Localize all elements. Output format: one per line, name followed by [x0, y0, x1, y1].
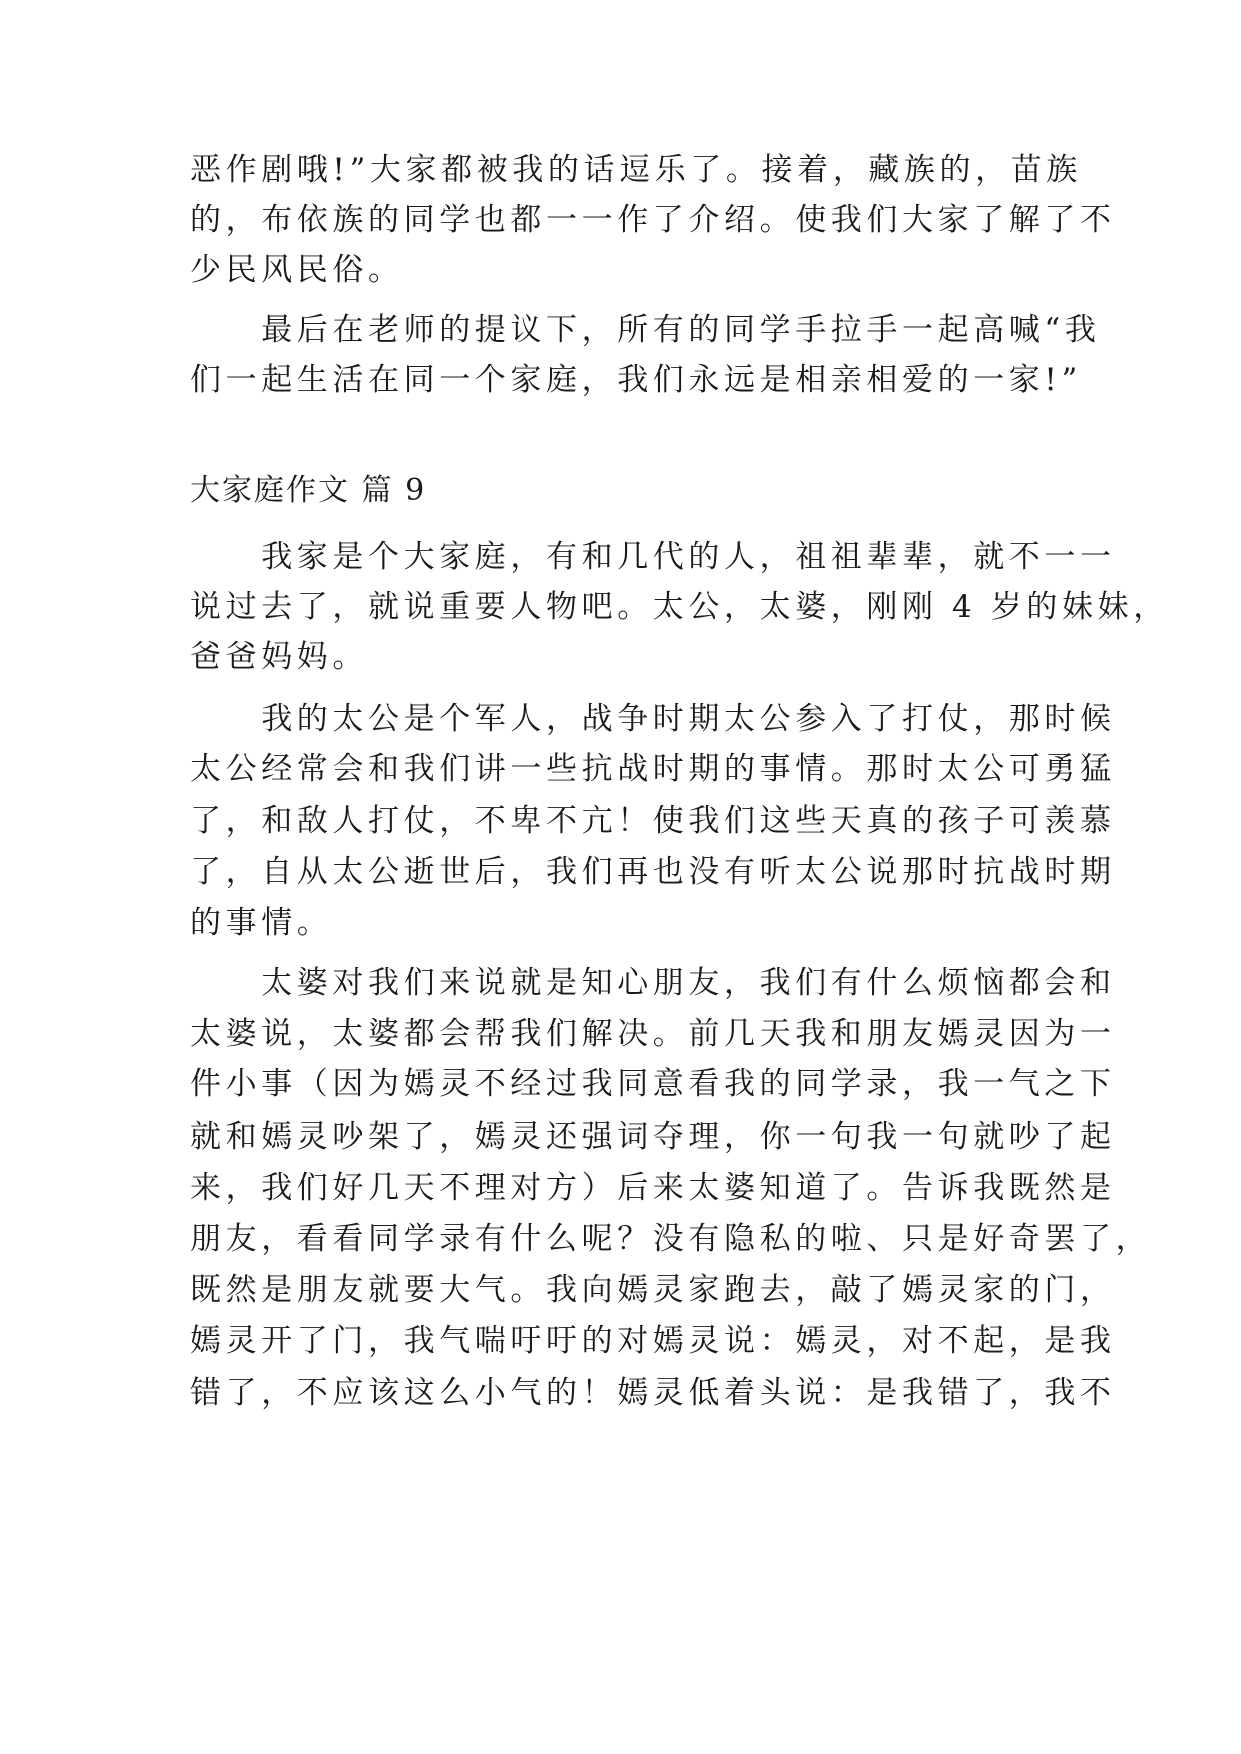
- text-line: 爸爸妈妈。: [190, 639, 368, 675]
- text-line: 来，我们好几天不理对方）后来太婆知道了。告诉我既然是: [190, 1170, 1116, 1206]
- text-line: 件小事（因为嫣灵不经过我同意看我的同学录，我一气之下: [190, 1066, 1116, 1102]
- text-line: 既然是朋友就要大气。我向嫣灵家跑去，敲了嫣灵家的门，: [190, 1272, 1116, 1308]
- text-line: 少民风民俗。: [190, 252, 404, 288]
- text-line: 了，和敌人打仗，不卑不亢！使我们这些天真的孩子可羡慕: [190, 803, 1116, 839]
- text-line: 我家是个大家庭，有和几代的人，祖祖辈辈，就不一一: [190, 539, 1116, 575]
- text-line: 太婆说，太婆都会帮我们解决。前几天我和朋友嫣灵因为一: [190, 1016, 1116, 1052]
- text-line: 说过去了，就说重要人物吧。太公，太婆，刚刚 4 岁的妹妹，: [190, 589, 1169, 625]
- text-line: 错了，不应该这么小气的！嫣灵低着头说：是我错了，我不: [190, 1375, 1116, 1411]
- text-line: 了，自从太公逝世后，我们再也没有听太公说那时抗战时期: [190, 854, 1116, 890]
- text-line: 最后在老师的提议下，所有的同学手拉手一起高喊“我: [190, 312, 1101, 348]
- text-line: 朋友，看看同学录有什么呢？没有隐私的啦、只是好奇罢了，: [190, 1221, 1152, 1257]
- text-line: 的，布依族的同学也都一一作了介绍。使我们大家了解了不: [190, 202, 1116, 238]
- section-title: 大家庭作文 篇 9: [190, 473, 427, 508]
- text-line: 就和嫣灵吵架了，嫣灵还强词夺理，你一句我一句就吵了起: [190, 1119, 1116, 1155]
- text-line: 嫣灵开了门，我气喘吁吁的对嫣灵说：嫣灵，对不起，是我: [190, 1323, 1116, 1359]
- text-line: 太婆对我们来说就是知心朋友，我们有什么烦恼都会和: [190, 965, 1116, 1001]
- text-line: 们一起生活在同一个家庭，我们永远是相亲相爱的一家!”: [190, 362, 1082, 398]
- text-line: 恶作剧哦!”大家都被我的话逗乐了。接着，藏族的，苗族: [190, 152, 1082, 188]
- text-line: 的事情。: [190, 905, 333, 941]
- text-line: 我的太公是个军人，战争时期太公参入了打仗，那时候: [190, 701, 1116, 737]
- text-line: 太公经常会和我们讲一些抗战时期的事情。那时太公可勇猛: [190, 751, 1116, 787]
